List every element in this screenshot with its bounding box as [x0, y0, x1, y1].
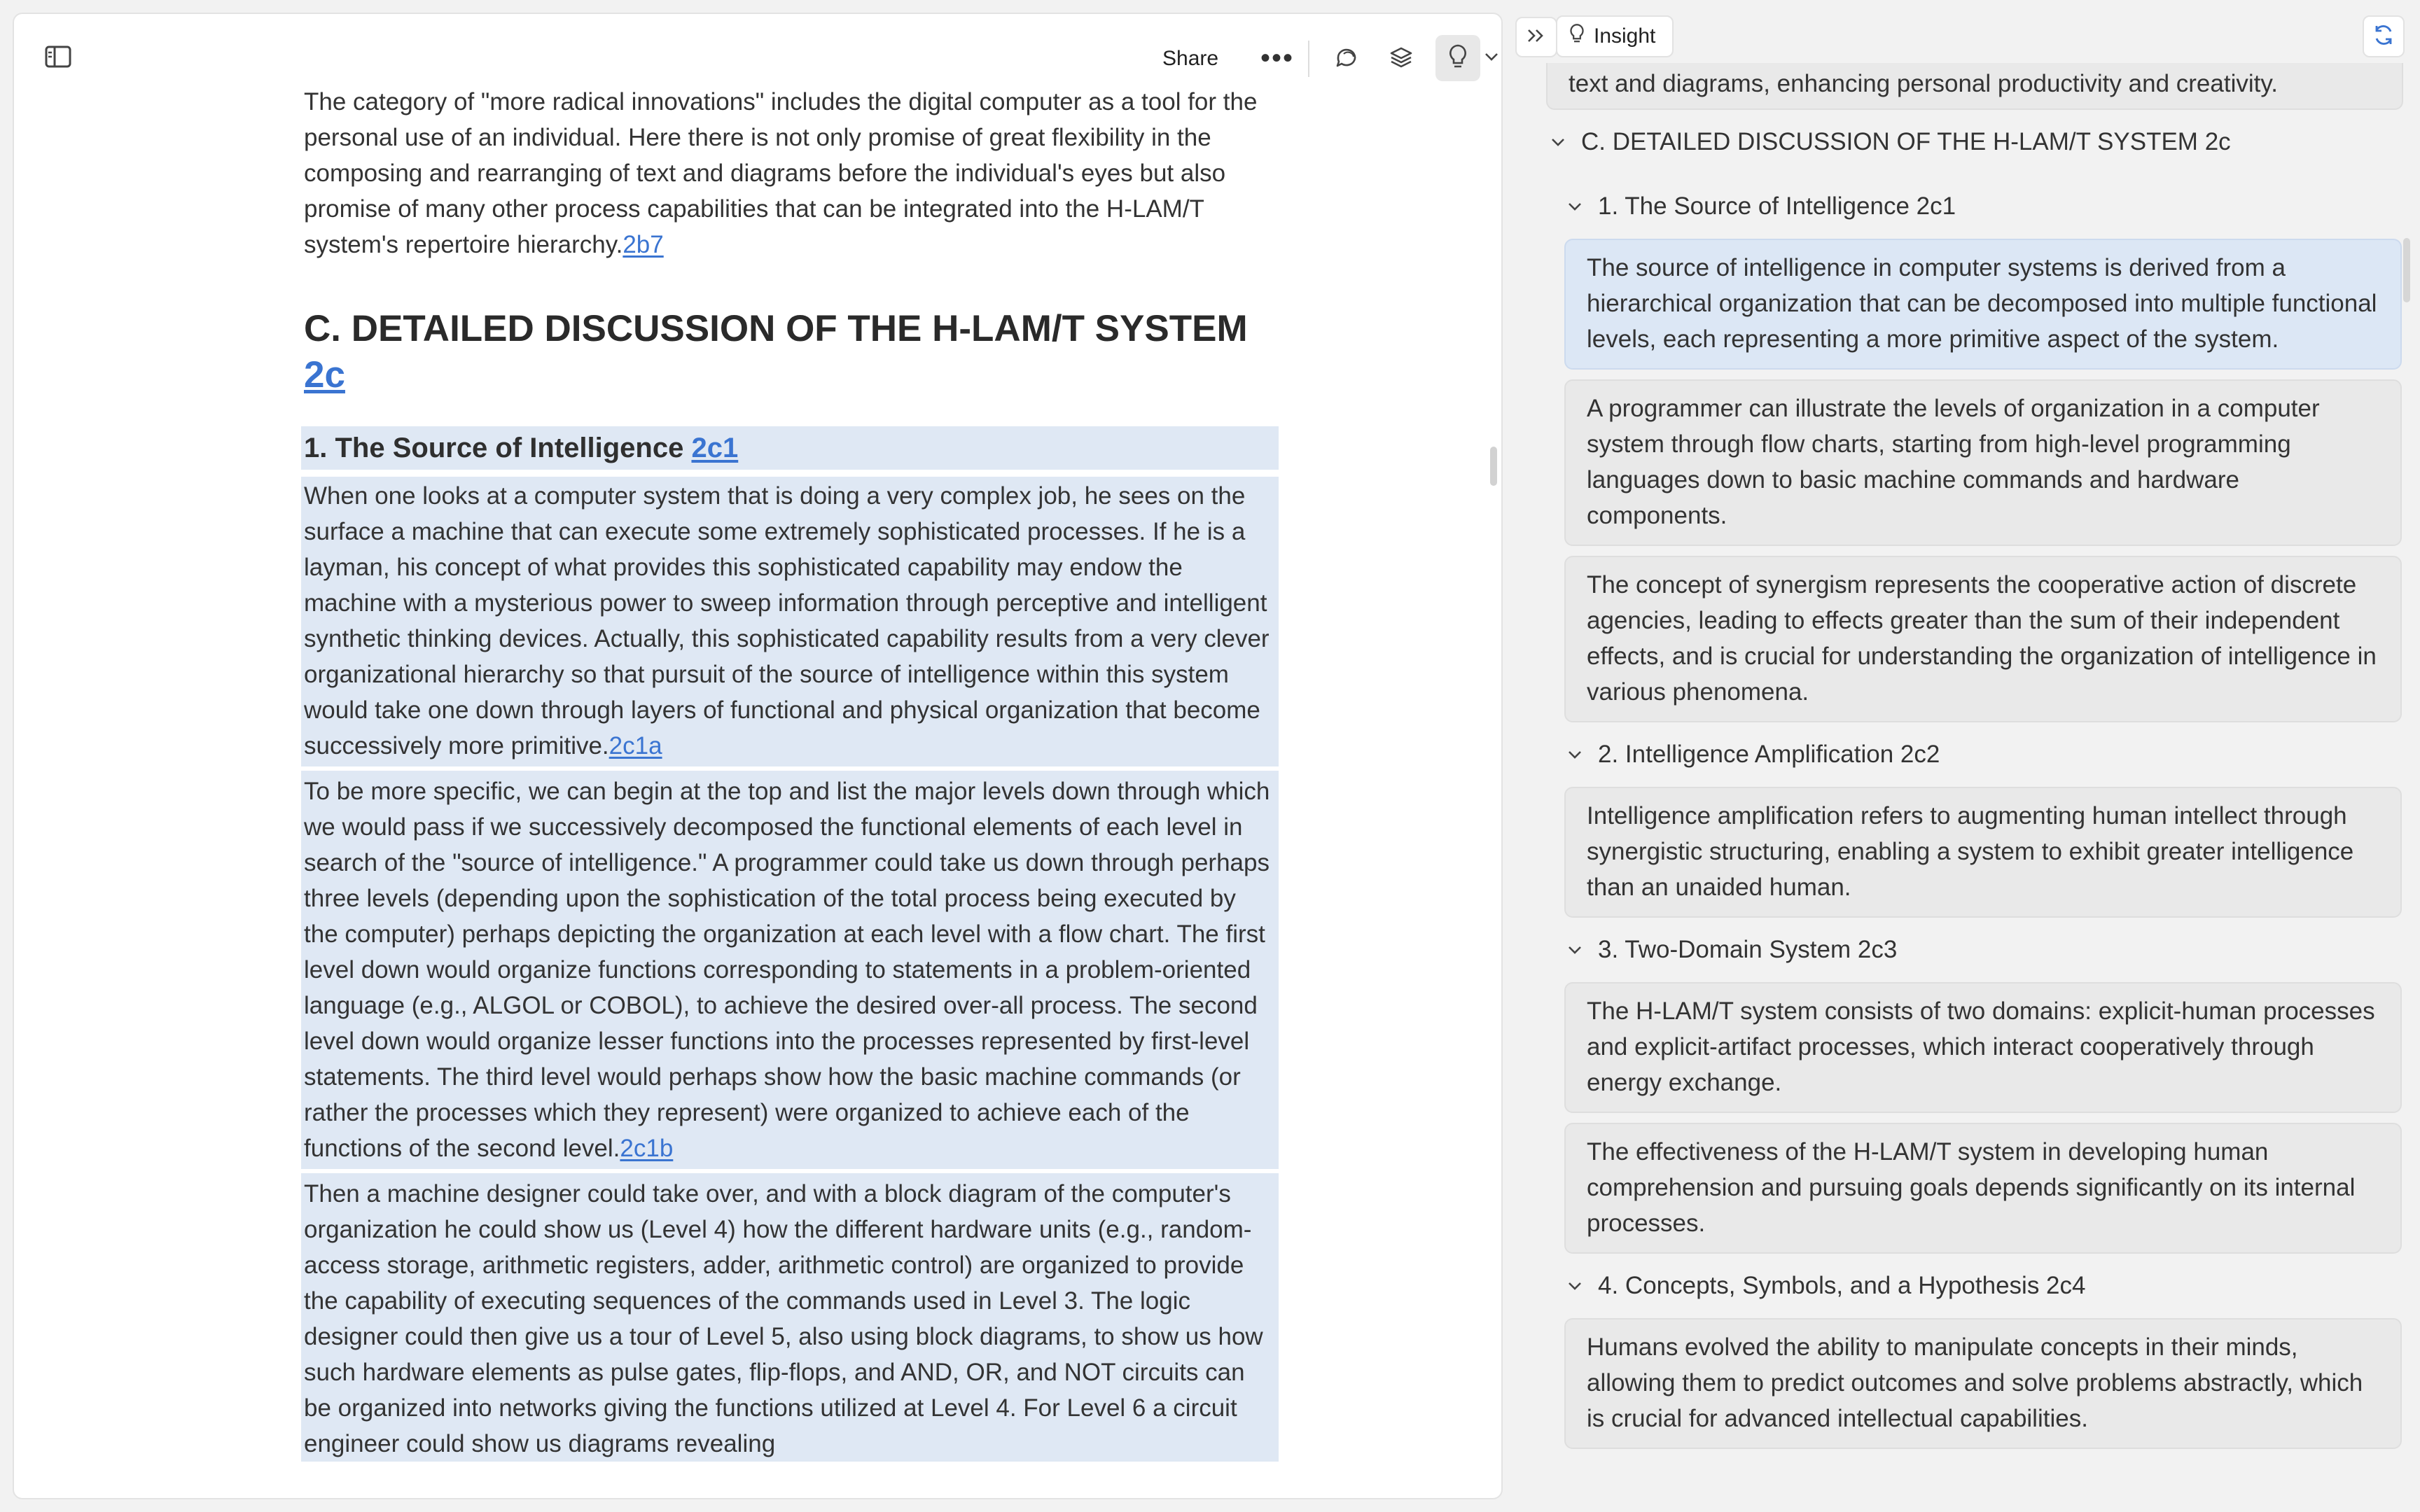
insight-tab[interactable] — [1556, 15, 1674, 57]
ref-link-2b7[interactable]: 2b7 — [623, 231, 664, 258]
sidebar-icon — [45, 46, 71, 71]
insight-card[interactable]: The effectiveness of the H-LAM/T system in developing human comprehension and pursuing goals depends significantly on its internal processes. — [1564, 1123, 2402, 1254]
subsection-heading-2c1 — [301, 426, 1279, 470]
insight-card[interactable]: A programmer can illustrate the levels of organization in a computer system through flow charts, starting from high-level programming languages down to basic machine commands and hardware components. — [1564, 379, 2402, 546]
paragraph-text: When one looks at a computer system that is doing a very complex job, he sees on the surface a machine that can execute some extremely sophisticated processes. If he is a layman, his concept of what provides this sophisticated capability may endow the machine with a mysterious power to sweep information through perceptive and intelligent synthetic thinking devices. Actually, this sophisticated capability results from a very clever organizational hierarchy so that pursuit of the source of intelligence within this system would take one down through layers of functional and physical organization that become successively more primitive. — [304, 482, 1270, 760]
document-content — [301, 84, 1279, 1462]
paragraph-text: The category of "more radical innovations" includes the digital computer as a tool for the personal use of an individual. Here there is not only promise of great flexibility in the composing and rearranging of text and diagrams before the individual's eyes but also promise of many other process capabilities that can be integrated into the H-LAM/T system's repertoire hierarchy. — [304, 88, 1258, 258]
paragraph-2b7 — [301, 84, 1279, 262]
subsection-label: 2. Intelligence Amplification 2c2 — [1598, 741, 1940, 768]
lightbulb-icon — [1569, 22, 1585, 50]
insight-pane — [1505, 0, 2420, 1512]
refresh-button[interactable] — [2363, 15, 2405, 57]
insight-card-list — [1564, 982, 2402, 1254]
insight-card-list — [1564, 1318, 2402, 1449]
collapse-panel-button[interactable] — [1515, 17, 1557, 57]
insight-section-2c[interactable] — [1505, 110, 2420, 174]
share-button[interactable]: Share — [1162, 47, 1219, 70]
insight-body — [1505, 63, 2420, 1449]
section-label: C. DETAILED DISCUSSION OF THE H-LAM/T SYSTEM 2c — [1581, 128, 2231, 155]
insight-subsection-2c1[interactable] — [1505, 174, 2420, 239]
toolbar-divider — [1308, 41, 1309, 77]
layers-icon — [1389, 45, 1414, 74]
subsection-label: 1. The Source of Intelligence 2c1 — [1598, 192, 1956, 220]
insight-subsection-2c2[interactable] — [1505, 722, 2420, 787]
insight-card[interactable]: The H-LAM/T system consists of two domains: explicit-human processes and explicit-artifact processes, which interact cooperatively through energy exchange. — [1564, 982, 2402, 1113]
insight-tab-label: Insight — [1594, 24, 1656, 48]
ref-link-2c[interactable]: 2c — [304, 354, 345, 396]
ref-link-2c1b[interactable]: 2c1b — [620, 1135, 674, 1162]
paragraph-2c1b — [301, 771, 1279, 1169]
insight-card-list — [1564, 239, 2402, 722]
insight-card[interactable]: Humans evolved the ability to manipulate concepts in their minds, allowing them to predict outcomes and solve problems abstractly, which is crucial for advanced intellectual capabilities. — [1564, 1318, 2402, 1449]
more-options-button[interactable] — [1255, 36, 1300, 80]
insight-subsection-2c4[interactable] — [1505, 1254, 2420, 1318]
subsection-label: 4. Concepts, Symbols, and a Hypothesis 2c4 — [1598, 1272, 2086, 1299]
paragraph-text: Then a machine designer could take over, and with a block diagram of the computer's organization he could show us (Level 4) how the different hardware units (e.g., random-access storage, arithmetic registers, adder, arithmetic control) are organized to provide the capability of executing sequences of the commands used in Level 3. The logic designer could then give us a tour of Level 5, also using block diagrams, to show us how such hardware elements as pulse gates, flip-flops, and AND, OR, and NOT circuits can be organized into networks giving the functions utilized at Level 4. For Level 6 a circuit engineer could show us diagrams revealing — [304, 1180, 1263, 1457]
chevron-down-icon — [1548, 132, 1569, 153]
chevron-down-icon — [1564, 1275, 1585, 1296]
insight-header — [1505, 0, 2420, 67]
chevron-down-icon — [1564, 939, 1585, 960]
sidebar-toggle-button[interactable] — [29, 31, 87, 85]
paragraph-text: To be more specific, we can begin at the top and list the major levels down through which we would pass if we successively decomposed the functional elements of each level in search of the "source of intelligence." A programmer could take us down through perhaps three levels (depending upon the sophistication of the total process being executed by the computer) perhaps depicting the organization at each level with a flow chart. The first level down would organize functions corresponding to statements in a problem-oriented language (e.g., ALGOL or COBOL), to achieve the desired over-all process. The second level down would organize lesser functions into the processes represented by first-level statements. The third level would perhaps show how the basic machine commands (or rather the processes which they represent) were organized to achieve each of the functions of the second level. — [304, 778, 1270, 1162]
document-toolbar — [14, 14, 1501, 77]
insight-scrollbar[interactable] — [2403, 238, 2410, 302]
layers-button[interactable] — [1379, 38, 1423, 80]
more-icon: ••• — [1260, 42, 1294, 74]
insight-card-active[interactable]: The source of intelligence in computer systems is derived from a hierarchical organization that can be decomposed into multiple functional levels, each representing a more primitive aspect of the system. — [1564, 239, 2402, 370]
insight-card[interactable]: text and diagrams, enhancing personal productivity and creativity. — [1546, 63, 2403, 110]
lightbulb-icon — [1447, 43, 1468, 74]
refresh-icon — [2372, 23, 2395, 50]
paragraph-2c1c — [301, 1173, 1279, 1462]
subsection-label: 3. Two-Domain System 2c3 — [1598, 936, 1898, 963]
ref-link-2c1[interactable]: 2c1 — [691, 433, 739, 463]
subsection-heading-text: 1. The Source of Intelligence — [304, 433, 684, 463]
insight-toggle-button[interactable] — [1435, 35, 1480, 81]
chevron-down-icon — [1564, 196, 1585, 217]
paragraph-2c1a — [301, 477, 1279, 766]
chevron-down-icon — [1484, 52, 1499, 65]
insight-subsection-2c3[interactable] — [1505, 918, 2420, 982]
chevron-down-icon — [1564, 744, 1585, 765]
insight-dropdown-button[interactable] — [1480, 42, 1503, 74]
comments-button[interactable] — [1325, 38, 1368, 80]
document-scrollbar[interactable] — [1490, 447, 1497, 486]
comment-icon — [1334, 45, 1359, 74]
ref-link-2c1a[interactable]: 2c1a — [609, 732, 662, 760]
insight-card[interactable]: The concept of synergism represents the cooperative action of discrete agencies, leading to effects greater than the sum of their independent effects, and is crucial for understanding the organization of intelligence in various phenomena. — [1564, 556, 2402, 722]
insight-card-list — [1564, 787, 2402, 918]
document-pane — [13, 13, 1503, 1499]
double-chevron-right-icon — [1526, 27, 1547, 48]
insight-card[interactable]: Intelligence amplification refers to augmenting human intellect through synergistic structuring, enabling a system to exhibit greater intelligence than an unaided human. — [1564, 787, 2402, 918]
section-heading-text: C. DETAILED DISCUSSION OF THE H-LAM/T SYSTEM — [304, 308, 1248, 349]
section-heading-2c — [304, 306, 1276, 398]
